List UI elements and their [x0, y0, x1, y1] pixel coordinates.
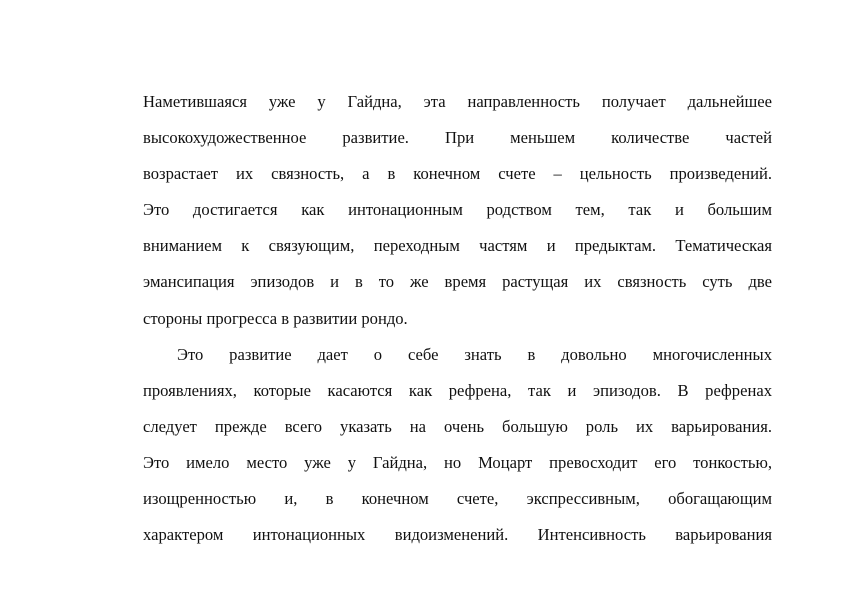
text-line: Это развитие дает о себе знать в довольно многочисленных: [177, 344, 772, 364]
paragraph-2: [143, 337, 772, 554]
body-text: [143, 84, 772, 553]
text-line: вниманием к связующим, переходным частям и предыктам. Тематическая: [143, 236, 772, 256]
text-line: Наметившаяся уже у Гайдна, эта направленность получает дальнейшее: [143, 92, 772, 111]
text-line: проявлениях, которые касаются как рефрена, так и эпизодов. В рефренах: [143, 380, 772, 400]
text-line: Это достигается как интонационным родством тем, так и большим: [143, 200, 772, 220]
text-line: изощренностью и, в конечном счете, экспрессивным, обогащающим: [143, 489, 772, 509]
text-line: высокохудожественное развитие. При меньшем количестве частей: [143, 128, 772, 148]
text-line: возрастает их связность, а в конечном счете – цельность произведений.: [143, 164, 772, 184]
text-line: стороны прогресса в развитии рондо.: [143, 308, 408, 328]
text-line: характером интонационных видоизменений. Интенсивность варьирования: [143, 525, 772, 545]
text-line: эмансипация эпизодов и в то же время растущая их связность суть две: [143, 272, 772, 292]
paragraph-1: [143, 84, 772, 337]
text-line: следует прежде всего указать на очень большую роль их варьирования.: [143, 416, 772, 436]
text-line: Это имело место уже у Гайдна, но Моцарт превосходит его тонкостью,: [143, 452, 772, 472]
